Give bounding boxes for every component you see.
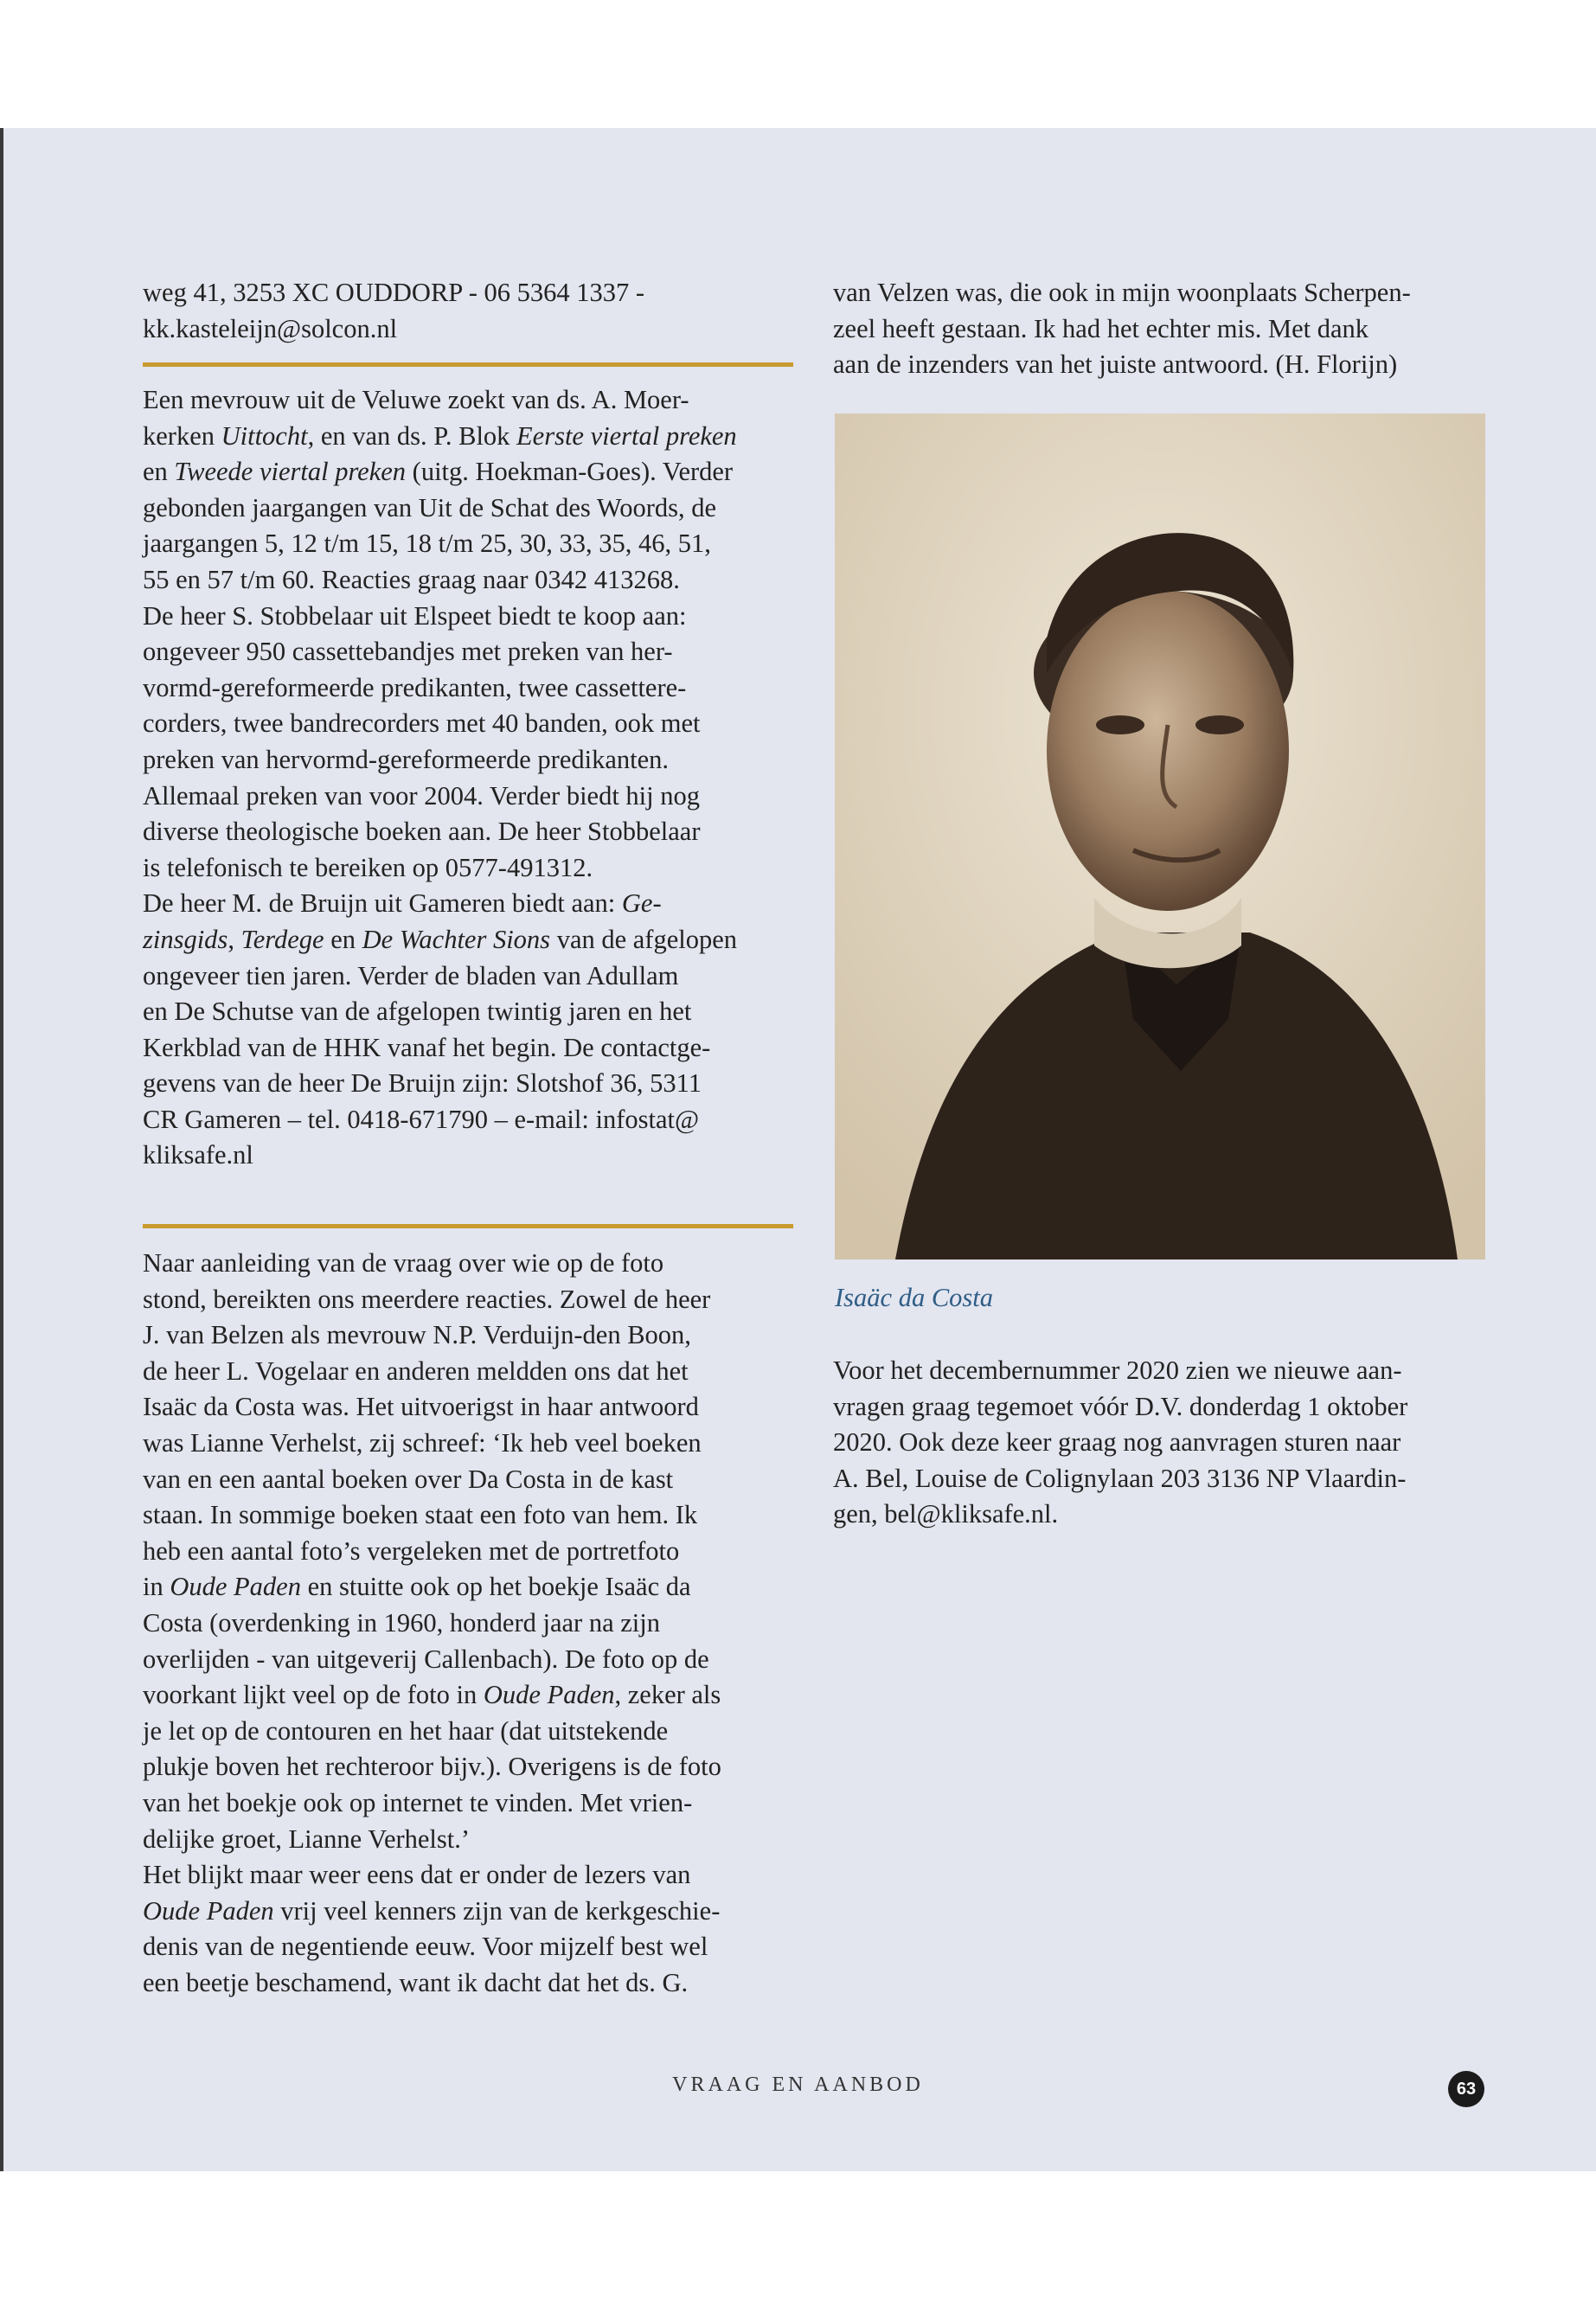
text-line [143,1894,800,1930]
text-run: overlijden - van uitgeverij Callenbach). De foto op de [143,1644,709,1674]
text-run: gebonden jaargangen van Uit de Schat des Woords, de [143,492,717,522]
text-line: kk.kasteleijn@solcon.nl [143,313,398,343]
text-run: De heer S. Stobbelaar uit Elspeet biedt te koop aan: [143,600,687,631]
text-run: diverse theologische boeken aan. De heer Stobbelaar [143,817,701,847]
text-run: preken van hervormd-gereformeerde predikanten. [143,744,670,774]
italic-title: Terdege [240,924,324,954]
text-line [143,1066,800,1102]
text-run: je let op de contouren en het haar (dat uitstekende [143,1715,669,1746]
text-line [143,706,800,742]
text-line [143,1102,800,1138]
text-line: vragen graag tegemoet vóór D.V. donderdag 1 oktober [833,1391,1408,1421]
text-run: voorkant lijkt veel op de foto in [143,1680,484,1710]
text-line [143,1534,800,1570]
text-run: J. van Belzen als mevrouw N.P. Verduijn-den Boon, [143,1320,691,1350]
text-line [143,814,800,850]
text-line [143,1714,800,1750]
italic-title: zinsgids [143,924,228,954]
text-line [143,1822,800,1858]
text-run: en stuitte ook op het boekje Isaäc da [300,1572,691,1602]
text-line [143,1282,800,1318]
text-run: De heer M. de Bruijn uit Gameren biedt aan: [143,888,622,919]
offers-section [143,382,800,1174]
text-run: van en een aantal boeken over Da Costa in de kast [143,1464,674,1494]
text-line [143,382,800,419]
paragraph [143,599,800,887]
text-line: van Velzen was, die ook in mijn woonplaats Scherpen- [833,278,1411,307]
italic-title: De Wachter Sions [362,924,551,954]
text-run: staan. In sommige boeken staat een foto van hem. Ik [143,1500,698,1530]
text-run: van het boekje ook op internet te vinden. Met vrien- [143,1787,693,1817]
text-line [143,1642,800,1678]
section-divider [143,362,793,367]
text-line [143,454,800,490]
address-continuation [143,275,800,347]
text-run: 55 en 57 t/m 60. Reacties graag naar 0342 413268. [143,564,680,594]
text-line [143,1965,800,2002]
italic-title: Oude Paden [143,1895,274,1926]
text-run: van de afgelopen [550,924,738,954]
text-run: was Lianne Verhelst, zij schreef: ‘Ik heb veel boeken [143,1427,702,1458]
text-run: is telefonisch te bereiken op 0577-491312. [143,852,593,882]
text-run: plukje boven het rechteroor bijv.). Overigens is de foto [143,1752,721,1782]
paragraph [143,886,800,1174]
text-line: A. Bel, Louise de Colignylaan 203 3136 NP Vlaardin- [833,1463,1407,1493]
deadline-notice [833,1353,1488,1533]
italic-title: Oude Paden [483,1680,615,1710]
text-line [143,1749,800,1785]
text-line [143,670,800,707]
text-line [143,1389,800,1426]
portrait-photo [835,413,1485,1259]
text-run: stond, bereikten ons meerdere reacties. Zowel de heer [143,1284,711,1314]
text-line [143,526,800,562]
text-line: weg 41, 3253 XC OUDDORP - 06 5364 1337 - [143,278,645,307]
text-line [143,1857,800,1894]
italic-title: Eerste viertal preken [516,420,737,451]
italic-title: Tweede viertal preken [174,457,407,487]
italic-title: Ge- [621,888,662,919]
text-run: delijke groet, Lianne Verhelst.’ [143,1823,471,1854]
page-edge-shadow [0,128,3,2171]
text-run: Een mevrouw uit de Veluwe zoekt van ds. A. Moer- [143,385,689,414]
text-run: en [143,457,175,487]
text-line [143,1030,800,1067]
text-run: en [324,924,362,954]
text-line: aan de inzenders van het juiste antwoord. (H. Florijn) [833,349,1398,380]
text-run: in [143,1572,170,1602]
text-run: een beetje beschamend, want ik dacht dat het ds. G. [143,1967,689,1997]
text-run: , [228,924,241,954]
text-line: Voor het decembernummer 2020 zien we nieuwe aan- [833,1356,1402,1385]
text-run: Isaäc da Costa was. Het uitvoerigst in haar antwoord [143,1392,699,1422]
text-line [143,1497,800,1534]
text-line [143,1426,800,1462]
text-run: (uitg. Hoekman-Goes). Verder [406,457,734,487]
text-line: 2020. Ook deze keer graag nog aanvragen sturen naar [833,1427,1401,1458]
text-run: CR Gameren – tel. 0418-671790 – e-mail: infostat@ [143,1104,700,1134]
text-run: gevens van de heer De Bruijn zijn: Slotshof 36, 5311 [143,1068,702,1099]
text-line [143,779,800,815]
text-line [143,490,800,527]
text-line [143,1606,800,1642]
text-line [143,850,800,887]
answer-continuation [833,275,1488,383]
text-run: Het blijkt maar weer eens dat er onder de lezers van [143,1860,691,1890]
text-run: ongeveer tien jaren. Verder de bladen van Adullam [143,960,679,990]
text-run: , en van ds. P. Blok [307,420,517,451]
text-line [143,1246,800,1282]
text-line [143,1569,800,1606]
text-run: kerken [143,420,221,451]
portrait-illustration [835,413,1485,1259]
text-run: de heer L. Vogelaar en anderen meldden ons dat het [143,1356,689,1386]
paragraph [143,382,800,599]
text-line [143,1785,800,1822]
text-line [143,958,800,995]
text-run: ongeveer 950 cassettebandjes met preken van her- [143,637,673,667]
section-title: VRAAG EN AANBOD [672,2073,924,2096]
text-line [143,1929,800,1965]
text-line [143,1677,800,1714]
text-run: en De Schutse van de afgelopen twintig jaren en het [143,997,692,1027]
text-line [143,742,800,779]
text-run: heb een aantal foto’s vergeleken met de portretfoto [143,1535,680,1566]
text-line [143,562,800,599]
text-line [143,922,800,958]
text-run: Kerkblad van de HHK vanaf het begin. De contactge- [143,1032,711,1062]
italic-title: Uittocht [221,420,308,451]
text-run: kliksafe.nl [143,1140,253,1170]
text-line [143,1138,800,1174]
text-run: , zeker als [614,1680,721,1710]
text-line [143,419,800,455]
text-run: corders, twee bandrecorders met 40 banden, ook met [143,708,701,739]
text-line [143,599,800,635]
section-divider [143,1224,793,1228]
italic-title: Oude Paden [170,1572,301,1602]
photo-question-section [143,1246,800,2001]
paragraph [143,1246,800,1857]
text-line: gen, bel@kliksafe.nl. [833,1499,1059,1529]
text-run: Naar aanleiding van de vraag over wie op de foto [143,1248,664,1278]
page-number-badge: 63 [1448,2071,1484,2107]
text-line [143,886,800,922]
text-run: Costa (overdenking in 1960, honderd jaar na zijn [143,1607,660,1638]
text-run: vrij veel kenners zijn van de kerkgeschie- [273,1895,721,1926]
text-line [143,634,800,670]
text-run: jaargangen 5, 12 t/m 15, 18 t/m 25, 30, 33, 35, 46, 51, [143,529,711,559]
text-run: vormd-gereformeerde predikanten, twee cassettere- [143,672,687,702]
text-line [143,1354,800,1390]
paragraph [143,1857,800,2001]
text-line [143,1462,800,1498]
text-line [143,994,800,1030]
photo-caption: Isaäc da Costa [835,1283,993,1312]
text-run: denis van de negentiende eeuw. Voor mijzelf best wel [143,1932,708,1962]
text-run: Allemaal preken van voor 2004. Verder biedt hij nog [143,780,700,811]
text-line: zeel heeft gestaan. Ik had het echter mis. Met dank [833,313,1369,343]
text-line [143,1317,800,1354]
